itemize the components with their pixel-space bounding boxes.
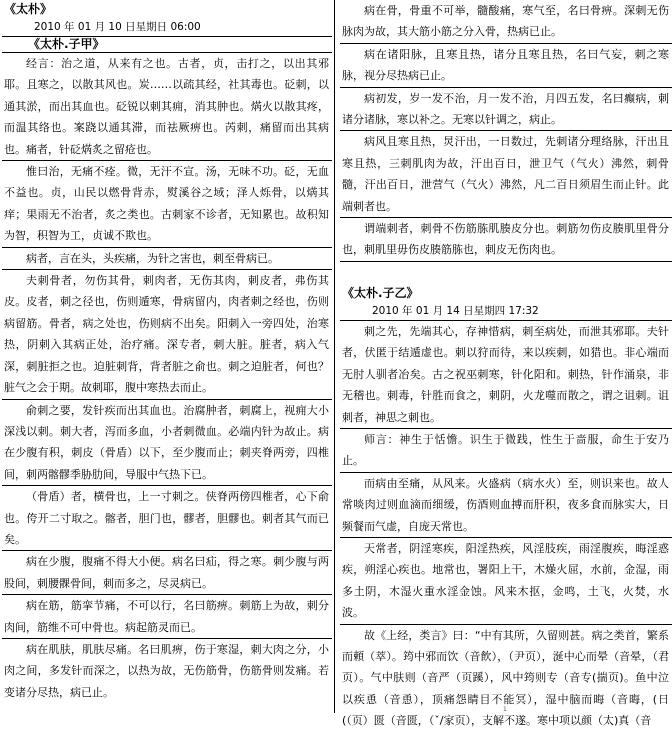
paragraph: 病者，言在头，头疾痛，为针之害也，刺至骨病已。 [26,251,279,265]
paragraph: 病在肌肤，肌肤尽痛。名曰肌痹，伤于寒湿，刺大肉之分，小肉之间，多发针而深之，以热为故，无伤筋骨，伤筋骨则发痛。若变诸分尽热，病已止。 [4,642,329,699]
paragraph: 俞刺之要，发针疾而出其血也。治腐肿者，刺腐上，视痈大小深浅以刺。刺大者，泻而多血，小者刺微血。必端内针为故止。病在少腹有积，刺皮（骨盾）以下，至少腹而止；刺夹脊两旁，四椎间，刺两髂髎季胁肋间，导服中气热下已。 [4,403,329,481]
paragraph: 经言：治之道，从来有之也。古者，贞，击打之，以出其邪耶。且寒之，以散其风也。炭……以疏其经，社其毒也。砭刺，以通其淤，而出其血也。砭锐以刺其痈，消其肿也。焫火以散其疼，而温其络也。案跷以通其滞，而祛厥痹也。芮刺，痛留而出其病也。痛者，针砭焫炙之留疮也。 [4,57,329,156]
paragraph: 病风且寒且热，炅汗出，一日数过，先刺诸分理络脉，汗出且寒且热，三刺肌肉为故，汗出百日，泄卫气（气火）沸然，刺骨髓，汗出百日，泄营气（气火）沸然，凡二百日须眉生而止针。此端刺者也。 [342,135,669,213]
paragraph: 刺之先，先端其心，存神惜病，刺至病处，而泄其邪耶。夫针者，伏匿于结遁虚也。刺以狩而待，来以疾刺，如猎也。非心端而无肘人驯者冶矣。古之祝巫刺寒，针化阳和。刺热，针作涌泉，非无稽也。刺毒，针胜而食之，刺阴，火龙噬而散之，谓之诅刺。诅刺者，神思之刺也。 [342,324,669,424]
paragraph: 谓端刺者，刺骨不伤筋胨肌腠皮分也。刺筋勿伤皮腠肌里骨分也，刺肌里毋伤皮腠筋胨也，刺皮无伤肉也。 [342,222,669,257]
document-title: 《太朴》 [4,2,53,16]
paragraph: 而病由至痛，从风来。火盛病（病水火）至，则识来也。故人常啖肉过则血滴而细缓，伤酒则血搏而肝积，夜多食而脉实大，日频餐而气虚，自庞天常也。 [342,476,669,533]
entry-date: 2010 年 01 月 10 日星期日 06:00 [34,21,201,33]
paragraph: 病在骨，骨重不可举，髓酸痛，寒气至，名曰骨痹。深刺无伤脉肉为故，其大筋小筋之分入骨，热病已止。 [342,4,669,39]
section-gap [338,262,672,284]
paragraph: 天常者，阴淫寒疾，阳淫热疾，风淫肢疾，雨淫腹疾，晦淫惑疾，朔淫心疾也。地常也，署阳上干，木燥火屈，水前，金湿，雨多土阴，木湿火重水淫金蚀。风来木抠，金鸣，土飞，火焚，水波。 [342,541,669,620]
paragraph: 病初发，岁一发不治，月一发不治，月四五发，名曰癫病，刺诸分诸脉，寒以补之。无寒以针调之，病止。 [342,91,669,127]
entry-date: 2010 年 01 月 14 日星期四 17:32 [372,304,539,317]
paragraph: 惟曰治，无痛不痊。微，无汗不宣。汤，无味不功。砭，无血不益也。贞，山民以燃骨背赤，熨溪谷之域；泽人烁骨，以焫其痒；果雨无不治者，炙之类也。古刺家不诊者，无知累也。故积知为智，积智为工，贞诚不欺也。 [4,165,329,243]
paragraph: 夫刺骨者，勿伤其骨，刺肉者，无伤其肉，刺皮者，弗伤其皮。皮者，刺之径也，伤则遁寒，骨病留内，肉者刺之经也，伤则病留筋。骨者，病之处也，伤则病不出矣。阳刺入一旁四处，治寒热，阴刺入其病正处，治疗痛。深专者，刺大脏。脏者，病入气深，刺脏拒之也。迫脏刺背，背者脏之俞也。刺之迫脏者，何也？脏气之会于期。故刺耶，腹中寒热去而止。 [4,274,329,395]
document-title: 《太朴.子乙》 [342,285,419,300]
column-divider [334,0,335,713]
paragraph: 病在诸阳脉，且寒且热，诸分且寒且热，名曰气妄，刺之寒脉，视分尽热病已止。 [342,47,669,83]
paragraph: 病在筋，筋挛节痛，不可以行，名曰筋痹。刺筋上为故，刺分肉间，筋维不可中骨也。病起筋灵而已。 [4,599,329,634]
section-title: 《太朴.子甲》 [28,37,105,51]
paragraph: 故《上经，类言》曰：“中有其所，久留则甚。病之类首，繁系而頼（萃）。筠中邪而饮（音飲），（尹页），涎中心而晕（音晕，（君页）。气中肤则（音严（页蹊），风中筠则专（音专(揣页)。鱼中泣以疾恿（音恿），顶痛怨睛目不能冥），湿中脑而晦（音晦，(日(（页）匮（音匮，（ˇ/家页），支解不遂。寒中项以颜（太)真（音 [342,628,669,728]
left-column [0,0,332,713]
right-column [338,0,672,728]
paragraph: 师言：神生于恬憺。识生于微践，性生于啬服，命生于安乃止。 [342,432,669,468]
page-mark: 1 [503,706,507,713]
paragraph: 病在少腹，腹痛不得大小便。病名曰疝，得之寒。刺少腹与两股间，刺腰髁骨间，刺而多之，尽灵病已。 [4,555,329,590]
paragraph: （骨盾）者，横骨也，上一寸刺之。侠脊两傍四椎者，心下俞也。侉开二寸取之。髂者，胆门也，髎者，胆髎也。刺者其气而已矣。 [4,490,329,546]
